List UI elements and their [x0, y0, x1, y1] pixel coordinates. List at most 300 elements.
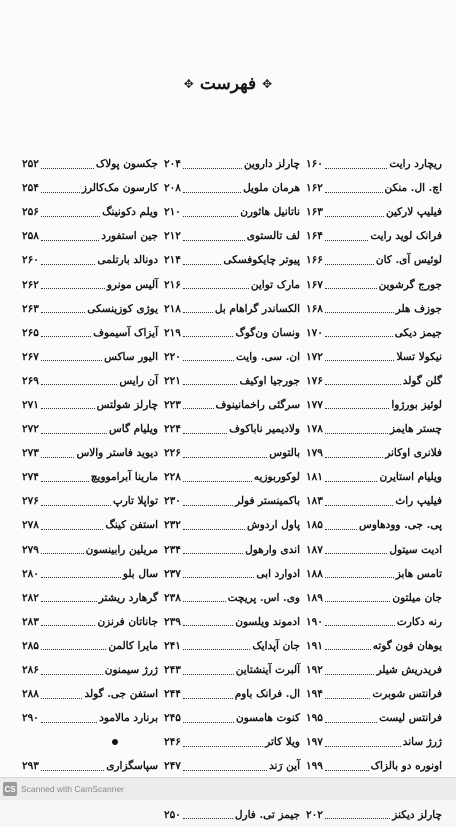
toc-entry: [306, 441, 442, 465]
toc-entry: [306, 754, 442, 778]
toc-entry-name: جکسون پولاک: [95, 158, 158, 171]
toc-entry-page: ۲۸۸: [22, 688, 39, 701]
dot-leader: [41, 328, 91, 337]
dot-leader: [325, 280, 377, 289]
toc-entry: [164, 369, 300, 393]
toc-entry: [306, 682, 442, 706]
dot-leader: [41, 497, 111, 506]
toc-entry-name: تواپلا تارپ: [112, 495, 158, 508]
toc-entry-page: ۲۴۵: [164, 712, 181, 725]
toc-entry-page: ۲۱۰: [164, 206, 181, 219]
toc-entry: [22, 393, 158, 417]
toc-entry-page: ۲۷۹: [22, 543, 39, 556]
dot-leader: [325, 473, 378, 482]
dot-leader: [183, 352, 234, 361]
toc-entry-name: رنه دکارت: [396, 615, 442, 628]
dot-leader: [325, 256, 374, 265]
toc-entry-page: ۲۸۵: [22, 639, 39, 652]
toc-entry-name: مارینا آبراموویچ: [90, 471, 158, 484]
toc-entry: [22, 369, 158, 393]
toc-entry: [22, 321, 158, 345]
toc-entry-page: ۲۲۴: [164, 423, 181, 436]
toc-entry: [306, 369, 442, 393]
toc-entry-page: ۱۹۲: [306, 664, 323, 677]
toc-entry-name: دیوید فاستر والاس: [76, 447, 158, 460]
dot-leader: [325, 400, 389, 409]
toc-entry: [306, 417, 442, 441]
dot-leader: [41, 232, 99, 241]
toc-entry-page: ۱۷۷: [306, 398, 323, 411]
toc-entry-name: مایرا کالمن: [108, 639, 158, 652]
toc-entry-name: بالتوس: [269, 447, 300, 460]
toc-entry: [164, 634, 300, 658]
toc-entry-name: فلانری اوکانر: [385, 447, 442, 460]
toc-entry-name: آیزاک آسیموف: [93, 326, 158, 339]
toc-entry: [306, 248, 442, 272]
dot-leader: [183, 400, 214, 409]
dot-leader: [325, 328, 393, 337]
dot-leader: [41, 425, 107, 434]
toc-entry-name: ان. سی. وایت: [235, 350, 300, 363]
toc-entry: [306, 297, 442, 321]
toc-entry-page: ۱۹۷: [306, 736, 323, 749]
toc-entry: [306, 321, 442, 345]
toc-entry-name: مریلین رابینسون: [85, 543, 158, 556]
toc-entry: [164, 417, 300, 441]
toc-entry-page: ۲۴۳: [164, 664, 181, 677]
toc-entry-page: ۱۷۰: [306, 326, 323, 339]
dot-leader: [183, 593, 226, 602]
dot-leader: [325, 810, 390, 819]
toc-entry-name: آن رایس: [119, 374, 158, 387]
dot-leader: [183, 617, 233, 626]
dot-leader: [183, 425, 227, 434]
toc-entry-name: پاول اردوش: [246, 519, 300, 532]
toc-entry-name: کنوت هامسون: [236, 712, 300, 725]
toc-entry: [306, 152, 442, 176]
toc-entry: [164, 176, 300, 200]
dot-leader: [41, 160, 94, 169]
dot-leader: [41, 400, 95, 409]
dot-leader: [183, 545, 243, 554]
toc-entry: [22, 562, 158, 586]
toc-entry-name: برنارد مالامود: [99, 712, 158, 725]
dot-leader: [183, 497, 233, 506]
toc-entry: [164, 803, 300, 827]
toc-entry-page: ۲۴۴: [164, 688, 181, 701]
toc-entry-page: ۱۹۹: [306, 760, 323, 773]
toc-entry-name: ویلا کاتر: [265, 736, 300, 749]
dot-leader: [325, 160, 387, 169]
dot-leader: [325, 569, 394, 578]
toc-entry-name: گرهارد ریشتر: [98, 591, 158, 604]
dot-leader: [325, 184, 383, 193]
toc-entry-page: ۲۵۸: [22, 230, 39, 243]
toc-entry: [164, 321, 300, 345]
dot-leader: [41, 641, 107, 650]
toc-column: [22, 152, 158, 827]
toc-entry-name: ناتانیل هاثورن: [240, 206, 300, 219]
separator-bullet-row: [22, 730, 158, 754]
toc-entry: [306, 610, 442, 634]
toc-entry-name: چارلز داروین: [243, 158, 300, 171]
dot-leader: [41, 184, 80, 193]
scanner-footer: [0, 777, 456, 800]
dot-leader: [41, 666, 103, 675]
dot-leader: [183, 280, 249, 289]
toc-entry-name: هرمان ملویل: [243, 182, 300, 195]
toc-entry-name: آلبرت آینشتاین: [235, 664, 300, 677]
toc-entry-name: لوکوربوزیه: [253, 471, 300, 484]
dot-leader: [41, 208, 100, 217]
dot-leader: [325, 232, 368, 241]
toc-entry-name: نیکولا تسلا: [396, 350, 442, 363]
toc-entry-page: ۲۶۵: [22, 326, 39, 339]
dot-leader: [41, 473, 89, 482]
toc-entry-name: آلیس مونرو: [106, 278, 158, 291]
toc-entry: [22, 272, 158, 296]
toc-entry-page: ۱۷۲: [306, 350, 323, 363]
toc-entry-page: ۱۹۴: [306, 688, 323, 701]
toc-entry: [306, 345, 442, 369]
toc-entry: [306, 730, 442, 754]
toc-entry: [306, 634, 442, 658]
camscanner-logo-icon: CS: [3, 782, 17, 796]
dot-leader: [325, 449, 383, 458]
page-header: [0, 74, 456, 94]
toc-entry: [164, 224, 300, 248]
toc-entry-page: ۱۸۷: [306, 543, 323, 556]
toc-entry-page: ۲۳۹: [164, 615, 181, 628]
toc-entry: [164, 562, 300, 586]
dot-leader: [325, 208, 384, 217]
toc-entry-name: لوئیز بورژوا: [391, 398, 442, 411]
toc-entry-name: چستر هایمز: [390, 423, 442, 436]
toc-entry: [164, 610, 300, 634]
toc-entry-name: فیلیپ راث: [395, 495, 442, 508]
toc-entry-name: چارلز دیکنز: [392, 808, 442, 821]
dot-leader: [183, 714, 234, 723]
toc-entry: [22, 658, 158, 682]
toc-entry-name: جیمز دیکی: [394, 326, 442, 339]
toc-entry: [306, 224, 442, 248]
toc-entry-name: ادوارد ابی: [256, 567, 300, 580]
toc-entry-name: ویلم دکونینگ: [102, 206, 158, 219]
toc-entry-name: اندی وارهول: [245, 543, 300, 556]
toc-entry: [306, 272, 442, 296]
toc-entry-name: الکساندر گراهام بل: [214, 302, 300, 315]
toc-entry-page: ۲۱۲: [164, 230, 181, 243]
toc-entry: [306, 538, 442, 562]
toc-entry: [164, 730, 300, 754]
bullet-icon: [112, 739, 118, 745]
toc-entry-page: ۱۷۸: [306, 423, 323, 436]
dot-leader: [41, 449, 75, 458]
toc-entry: [22, 297, 158, 321]
toc-entry-name: جین استفورد: [101, 230, 158, 243]
toc-entry: [306, 658, 442, 682]
toc-entry-page: ۲۳۲: [164, 519, 181, 532]
toc-entry: [306, 513, 442, 537]
toc-columns: [22, 152, 442, 827]
toc-entry-name: جیمز تی. فارل: [234, 808, 300, 821]
toc-entry-page: ۱۸۸: [306, 567, 323, 580]
toc-entry-page: ۲۰۲: [306, 808, 323, 821]
dot-leader: [41, 304, 85, 313]
dot-leader: [41, 256, 95, 265]
toc-entry: [306, 706, 442, 730]
toc-entry: [22, 754, 158, 778]
toc-entry-name: فرانتس شوبرت: [372, 688, 442, 701]
toc-entry-page: ۲۷۱: [22, 398, 39, 411]
toc-entry-page: ۲۷۸: [22, 519, 39, 532]
toc-entry-page: ۱۸۳: [306, 495, 323, 508]
toc-entry-page: ۱۹۵: [306, 712, 323, 725]
toc-entry: [164, 393, 300, 417]
toc-entry-name: ویلیام گاس: [108, 423, 158, 436]
toc-entry-page: ۲۲۰: [164, 350, 181, 363]
toc-entry-page: ۲۷۲: [22, 423, 39, 436]
dot-leader: [183, 208, 238, 217]
dot-leader: [325, 497, 393, 506]
toc-entry: [306, 586, 442, 610]
toc-entry-page: ۱۷۶: [306, 374, 323, 387]
dot-leader: [325, 617, 395, 626]
toc-entry-page: ۲۵۶: [22, 206, 39, 219]
toc-entry: [22, 610, 158, 634]
toc-entry-page: ۲۸۶: [22, 664, 39, 677]
toc-entry: [164, 297, 300, 321]
toc-entry-page: ۲۳۸: [164, 591, 181, 604]
toc-entry-page: ۱۶۷: [306, 278, 323, 291]
dot-leader: [325, 641, 371, 650]
toc-entry-name: استفن کینگ: [105, 519, 158, 532]
dot-leader: [183, 641, 250, 650]
toc-entry-page: ۲۲۶: [164, 447, 181, 460]
toc-entry-name: جان میلتون: [392, 591, 442, 604]
toc-entry-name: ادیت سیتول: [389, 543, 442, 556]
toc-entry-name: یوژی کوزینسکی: [87, 302, 158, 315]
toc-entry-name: ژرژ ساند: [402, 736, 442, 749]
toc-entry-page: ۲۵۴: [22, 182, 39, 195]
toc-entry: [164, 754, 300, 778]
dot-leader: [183, 376, 238, 385]
dot-leader: [41, 545, 84, 554]
dot-leader: [41, 352, 102, 361]
toc-entry-page: ۲۴۶: [164, 736, 181, 749]
toc-entry: [22, 441, 158, 465]
toc-entry-name: ونسان ون‌گوگ: [235, 326, 300, 339]
dot-leader: [183, 328, 234, 337]
toc-entry-page: ۱۸۱: [306, 471, 323, 484]
toc-entry-page: ۱۶۴: [306, 230, 323, 243]
toc-entry-page: ۲۴۱: [164, 639, 181, 652]
toc-entry-page: ۲۴۷: [164, 760, 181, 773]
toc-entry-name: مارک تواین: [250, 278, 300, 291]
ornament-icon: ✥: [262, 77, 273, 91]
dot-leader: [41, 690, 83, 699]
toc-entry: [164, 441, 300, 465]
toc-entry-name: کارسون مک‌کالرز: [81, 182, 158, 195]
toc-entry-name: ال. فرانک باوم: [234, 688, 300, 701]
toc-entry-page: ۲۶۹: [22, 374, 39, 387]
toc-entry-page: ۲۶۲: [22, 278, 39, 291]
dot-leader: [325, 738, 401, 747]
toc-entry-page: ۲۶۳: [22, 302, 39, 315]
toc-entry-name: ادموند ویلسون: [235, 615, 300, 628]
dot-leader: [41, 593, 97, 602]
toc-entry-page: ۲۸۳: [22, 615, 39, 628]
toc-entry: [164, 272, 300, 296]
toc-entry-name: اچ. ال. منکن: [384, 182, 442, 195]
dot-leader: [183, 521, 245, 530]
toc-entry: [164, 465, 300, 489]
toc-column: [164, 152, 300, 827]
toc-entry: [164, 248, 300, 272]
toc-entry-name: وی. اس. پریچت: [227, 591, 300, 604]
dot-leader: [325, 352, 395, 361]
toc-entry-name: آین رَند: [269, 760, 300, 773]
dot-leader: [183, 449, 267, 458]
toc-entry: [22, 417, 158, 441]
toc-entry-name: ژرژ سیمنون: [104, 664, 158, 677]
toc-entry-name: پی. جی. وودهاوس: [359, 519, 442, 532]
dot-leader: [183, 184, 241, 193]
toc-entry-name: فرانک لوید رایت: [370, 230, 442, 243]
toc-entry-page: ۱۶۰: [306, 158, 323, 171]
dot-leader: [183, 690, 233, 699]
toc-entry: [164, 538, 300, 562]
toc-entry-page: ۲۸۰: [22, 567, 39, 580]
toc-entry: [164, 586, 300, 610]
toc-entry-page: ۲۷۳: [22, 447, 39, 460]
toc-entry-name: الیور ساکس: [104, 350, 158, 363]
toc-entry: [22, 586, 158, 610]
toc-entry-name: جان آپدایک: [252, 639, 300, 652]
toc-entry-name: سال بلو: [122, 567, 158, 580]
dot-leader: [41, 521, 104, 530]
toc-entry: [306, 393, 442, 417]
toc-entry: [164, 513, 300, 537]
toc-entry-page: ۱۶۸: [306, 302, 323, 315]
toc-entry: [22, 465, 158, 489]
toc-entry-page: ۱۶۶: [306, 254, 323, 267]
dot-leader: [41, 617, 96, 626]
toc-entry: [164, 706, 300, 730]
toc-entry-name: سپاسگزاری: [106, 760, 158, 773]
toc-entry-page: ۱۹۱: [306, 639, 323, 652]
toc-entry-page: ۲۷۶: [22, 495, 39, 508]
toc-entry-page: ۲۰۴: [164, 158, 181, 171]
dot-leader: [41, 714, 97, 723]
toc-entry-name: چارلز شولتس: [96, 398, 158, 411]
toc-column: [306, 152, 442, 827]
ornament-icon: ✥: [183, 77, 194, 91]
toc-entry: [22, 224, 158, 248]
toc-entry-page: ۱۷۹: [306, 447, 323, 460]
toc-entry: [306, 200, 442, 224]
toc-entry-page: ۲۹۰: [22, 712, 39, 725]
toc-entry-page: ۲۳۴: [164, 543, 181, 556]
toc-entry-page: ۲۲۸: [164, 471, 181, 484]
toc-entry-name: گلن گولد: [402, 374, 442, 387]
toc-entry-page: ۲۶۷: [22, 350, 39, 363]
toc-entry: [306, 489, 442, 513]
toc-entry: [22, 706, 158, 730]
toc-entry: [22, 345, 158, 369]
dot-leader: [325, 762, 369, 771]
toc-entry-name: تامس هابز: [395, 567, 442, 580]
toc-entry-page: ۲۸۲: [22, 591, 39, 604]
toc-entry: [22, 538, 158, 562]
toc-entry: [164, 345, 300, 369]
toc-entry-name: جاناتان فرنزن: [97, 615, 158, 628]
toc-entry: [164, 152, 300, 176]
dot-leader: [325, 690, 370, 699]
toc-entry: [22, 489, 158, 513]
toc-entry-page: ۲۲۱: [164, 374, 181, 387]
dot-leader: [183, 762, 267, 771]
toc-entry: [22, 513, 158, 537]
toc-entry: [22, 634, 158, 658]
dot-leader: [183, 569, 255, 578]
toc-entry-name: ولادیمیر ناباکوف: [229, 423, 300, 436]
toc-entry-name: فرانتس لیست: [379, 712, 442, 725]
toc-entry-page: ۲۷۴: [22, 471, 39, 484]
dot-leader: [325, 521, 357, 530]
toc-entry: [164, 200, 300, 224]
toc-entry-name: جوزف هلر: [395, 302, 442, 315]
toc-entry-page: ۲۱۴: [164, 254, 181, 267]
toc-entry-name: فریدریش شیلر: [376, 664, 442, 677]
dot-leader: [183, 256, 221, 265]
toc-entry-page: ۲۳۷: [164, 567, 181, 580]
toc-entry-page: ۲۱۹: [164, 326, 181, 339]
toc-entry-name: جورج گرشوین: [378, 278, 442, 291]
toc-entry-name: پیوتر چایکوفسکی: [223, 254, 300, 267]
toc-entry: [22, 682, 158, 706]
toc-entry: [164, 489, 300, 513]
scanner-watermark-text: Scanned with CamScanner: [21, 784, 125, 794]
toc-entry-page: ۱۹۰: [306, 615, 323, 628]
toc-entry: [22, 152, 158, 176]
toc-entry: [306, 562, 442, 586]
toc-entry-name: فیلیپ لارکین: [385, 206, 442, 219]
toc-entry-page: ۲۱۸: [164, 302, 181, 315]
toc-entry: [22, 200, 158, 224]
dot-leader: [325, 304, 394, 313]
toc-entry-name: دونالد بارتلمی: [97, 254, 158, 267]
toc-entry-page: ۲۵۲: [22, 158, 39, 171]
dot-leader: [183, 473, 252, 482]
dot-leader: [325, 545, 387, 554]
dot-leader: [183, 304, 213, 313]
toc-entry-name: سرگئی راخمانینوف: [215, 398, 300, 411]
toc-entry: [164, 682, 300, 706]
toc-entry-page: ۲۲۳: [164, 398, 181, 411]
toc-entry-page: ۲۱۶: [164, 278, 181, 291]
toc-entry-page: ۲۰۸: [164, 182, 181, 195]
toc-entry-name: لوئیس آی. کان: [375, 254, 442, 267]
toc-entry-name: لف تالستوی: [246, 230, 300, 243]
dot-leader: [325, 714, 377, 723]
toc-entry: [22, 176, 158, 200]
toc-entry: [306, 803, 442, 827]
toc-entry-page: ۲۹۳: [22, 760, 39, 773]
dot-leader: [325, 376, 401, 385]
toc-entry-page: ۲۳۰: [164, 495, 181, 508]
toc-entry: [164, 658, 300, 682]
